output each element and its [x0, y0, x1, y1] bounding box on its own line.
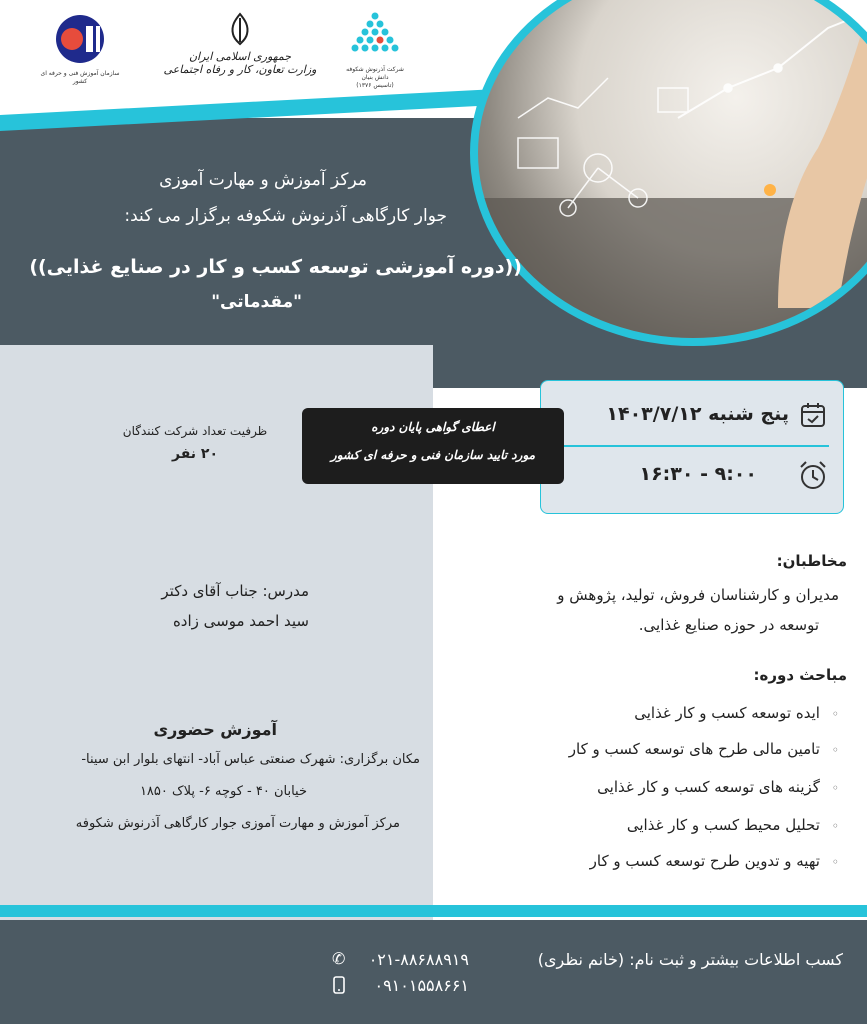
topic-item	[590, 852, 839, 870]
calendar-icon	[799, 401, 827, 429]
certificate-line2: مورد تایید سازمان فنی و حرفه ای کشور	[330, 448, 536, 462]
event-date: پنج شنبه ۱۴۰۳/۷/۱۲	[606, 403, 789, 425]
topic-item	[569, 740, 839, 758]
venue-line1: مکان برگزاری: شهرک صنعتی عباس آباد- انتهای بلوار ابن سینا-	[81, 752, 420, 767]
venue-line2: خیابان ۴۰ - کوچه ۶- پلاک ۱۸۵۰	[139, 784, 307, 799]
event-time: ۹:۰۰ - ۱۶:۳۰	[639, 463, 757, 485]
certificate-badge	[302, 408, 564, 484]
capacity-label: ظرفیت تعداد شرکت کنندگان	[122, 424, 268, 438]
azarnoosh-logo	[340, 12, 410, 102]
intro-line1: مرکز آموزش و مهارت آموزی	[159, 170, 367, 190]
topics-heading: مباحث دوره:	[753, 666, 847, 684]
course-level: "مقدماتی"	[211, 292, 302, 312]
mobile-phone-icon	[333, 976, 345, 994]
audience-line2: توسعه در حوزه صنایع غذایی.	[638, 616, 819, 634]
schedule-divider	[555, 445, 829, 447]
bullet-icon: ◦	[831, 781, 839, 795]
topic-item-label: گزینه های توسعه کسب و کار غذایی	[597, 778, 820, 796]
topic-item-label: تحلیل محیط کسب و کار غذایی	[626, 816, 820, 834]
venue-line3: مرکز آموزش و مهارت آموزی جوار کارگاهی آذرنوش شکوفه	[75, 816, 400, 831]
bullet-icon: ◦	[831, 707, 839, 721]
audience-heading: مخاطبان:	[776, 552, 847, 570]
ministry-emblem	[160, 12, 320, 102]
mobile-number[interactable]: ۰۹۱۰۱۵۵۸۶۶۱	[374, 976, 469, 995]
business-network-illustration	[478, 0, 867, 338]
topic-item-label: تهیه و تدوین طرح توسعه کسب و کار	[589, 852, 820, 870]
schedule-box	[540, 380, 844, 514]
phone-icon: ✆	[332, 949, 346, 968]
topic-item-label: ایده توسعه کسب و کار غذایی	[634, 704, 820, 722]
intro-line2: جوار کارگاهی آذرنوش شکوفه برگزار می کند:	[124, 206, 447, 226]
certificate-line1: اعطای گواهی پایان دوره	[371, 420, 495, 434]
footer-accent-stripe	[0, 905, 867, 917]
topic-item	[634, 704, 839, 722]
tvto-logo	[40, 12, 120, 102]
topic-item	[627, 816, 839, 834]
tvto-logo-caption: سازمان آموزش فنی و حرفه ای کشور	[40, 70, 120, 85]
phone-number[interactable]: ۰۲۱-۸۸۶۸۸۹۱۹	[368, 950, 469, 969]
footer-band	[0, 920, 867, 1024]
registration-info: کسب اطلاعات بیشتر و ثبت نام: (خانم نظری)	[537, 950, 843, 969]
capacity-value: ۲۰ نفر	[171, 446, 218, 462]
tvto-logo-icon	[48, 12, 112, 66]
emblem-line1: جمهوری اسلامی ایران	[188, 50, 292, 63]
venue-heading: آموزش حضوری	[153, 720, 277, 739]
bullet-icon: ◦	[831, 743, 839, 757]
topic-item-label: تامین مالی طرح های توسعه کسب و کار	[568, 740, 820, 758]
alarm-clock-icon	[797, 459, 829, 491]
topic-item	[597, 778, 839, 796]
bullet-icon: ◦	[831, 819, 839, 833]
bullet-icon: ◦	[831, 855, 839, 869]
dots-logo-icon	[345, 12, 405, 62]
azarnoosh-logo-caption: شرکت آذرنوش شکوفه دانش بنیان (تاسیس ۱۳۷۶)	[346, 66, 404, 89]
emblem-line2: وزارت تعاون، کار و رفاه اجتماعی	[163, 63, 317, 76]
instructor-title: مدرس: جناب آقای دکتر	[161, 582, 309, 600]
audience-line1: مدیران و کارشناسان فروش، تولید، پژوهش و	[557, 586, 839, 604]
instructor-name: سید احمد موسی زاده	[172, 612, 309, 630]
course-title: ((دوره آموزشی توسعه کسب و کار در صنایع غذایی))	[29, 256, 522, 278]
iran-emblem-icon	[225, 12, 255, 46]
